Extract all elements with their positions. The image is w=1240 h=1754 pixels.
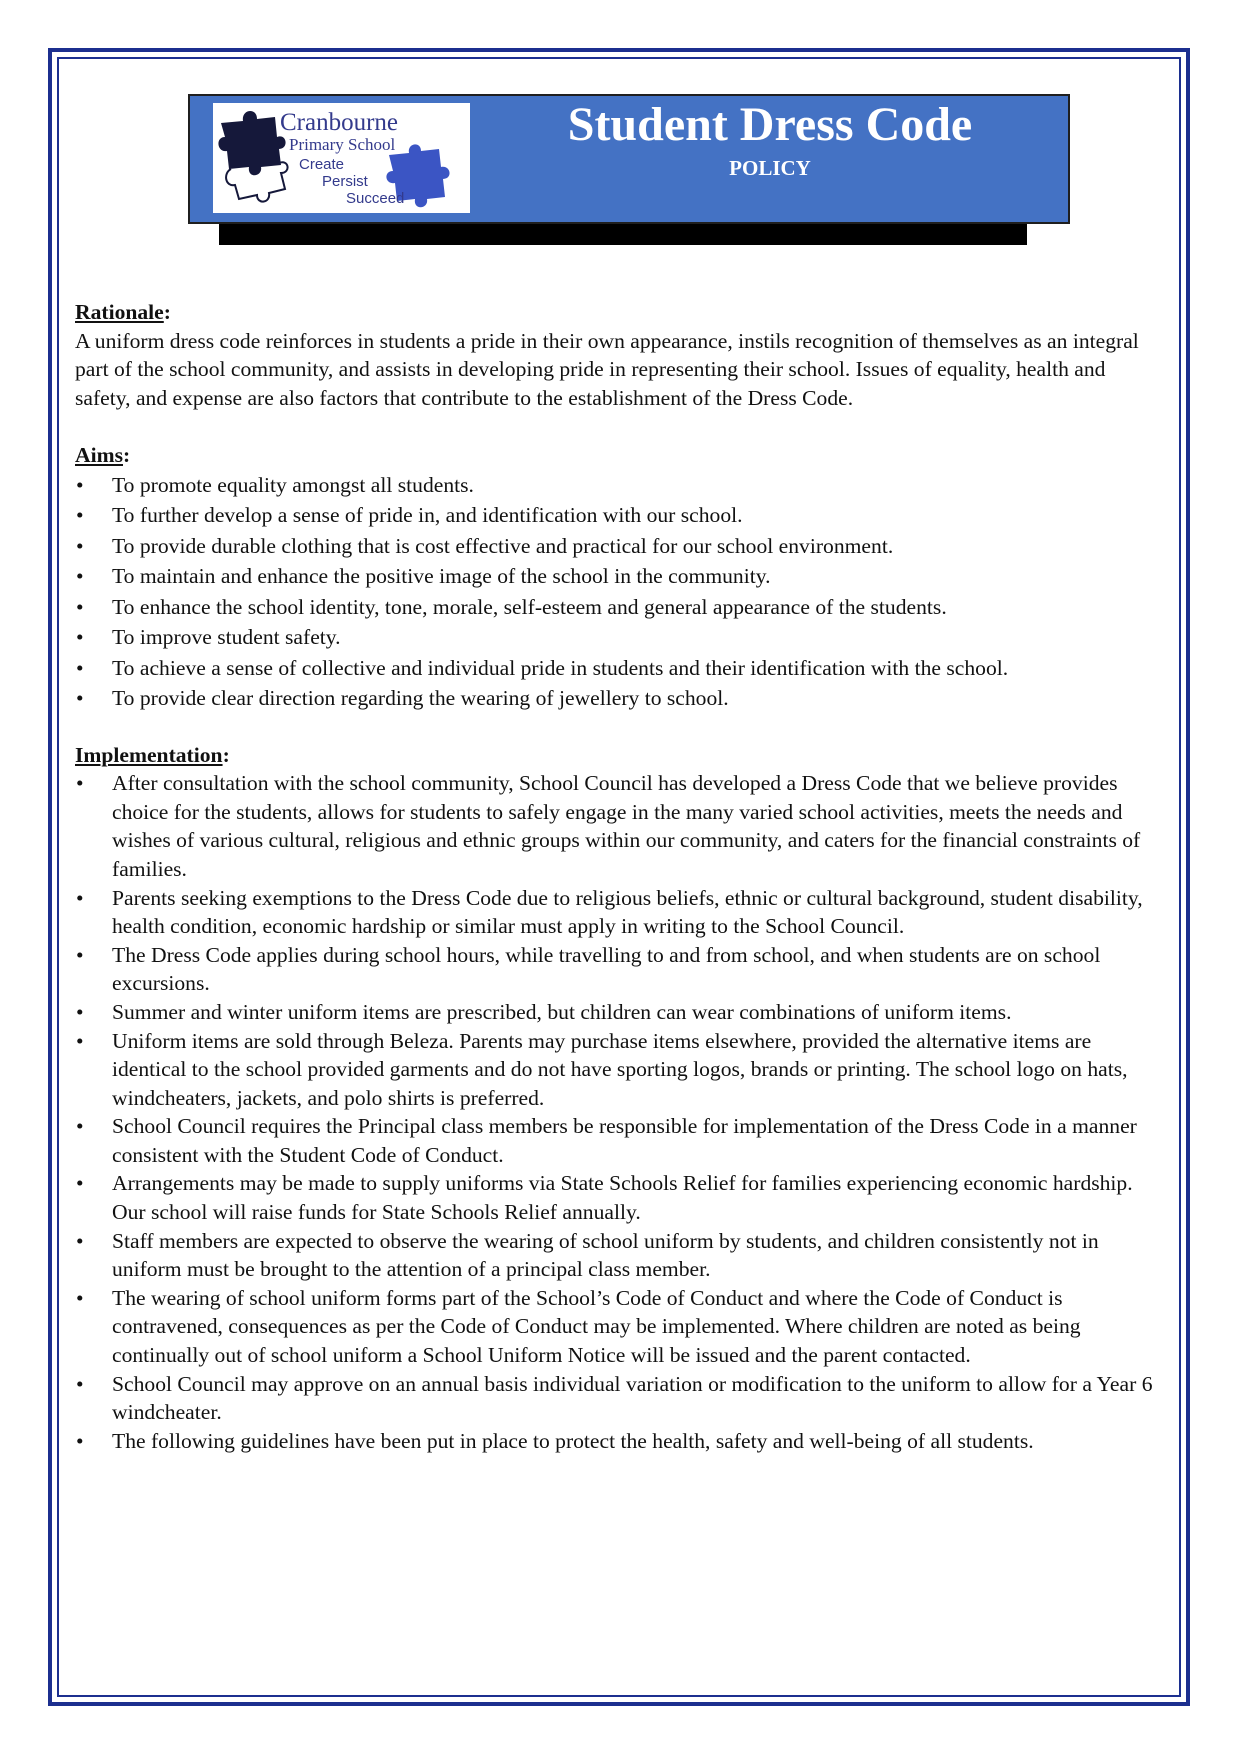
document-subtitle: POLICY <box>729 156 811 180</box>
list-item: • To maintain and enhance the positive image of the school in the community. <box>75 561 1165 592</box>
dark-puzzle-piece <box>218 111 285 175</box>
rationale-heading: Rationale: <box>75 300 171 324</box>
list-item: • The wearing of school uniform forms part of the School’s Code of Conduct and where the Code of Conduct is contravened, consequences as per the Code of Conduct may be implemented. Where children are noted as being continually out of school uniform a School Uniform Notice will be issued and the parent contacted. <box>75 1284 1165 1370</box>
implementation-heading-text: Implementation <box>75 742 223 767</box>
list-item: • Staff members are expected to observe the wearing of school uniform by students, and children consistently not in uniform must be brought to the attention of a principal class member. <box>75 1227 1165 1284</box>
logo-school-subname: Primary School <box>289 135 396 154</box>
school-logo <box>213 103 470 213</box>
implementation-list <box>75 769 1165 1455</box>
list-item: • To improve student safety. <box>75 622 1165 653</box>
logo-motto-create: Create <box>299 156 345 173</box>
aims-heading-text: Aims <box>75 442 123 467</box>
list-item: • To promote equality amongst all students. <box>75 470 1165 501</box>
list-item: • Parents seeking exemptions to the Dress Code due to religious beliefs, ethnic or cultural background, student disability, health condition, economic hardship or similar must apply in writing to the School Council. <box>75 884 1165 941</box>
aims-list <box>75 470 1165 714</box>
list-item: • To provide durable clothing that is cost effective and practical for our school environment. <box>75 531 1165 562</box>
list-item: • To achieve a sense of collective and individual pride in students and their identification with the school. <box>75 653 1165 684</box>
aims-heading: Aims: <box>75 442 131 467</box>
document-title: Student Dress Code <box>567 98 973 151</box>
list-item: • School Council requires the Principal class members be responsible for implementation of the Dress Code in a manner consistent with the Student Code of Conduct. <box>75 1112 1165 1169</box>
list-item: • To enhance the school identity, tone, morale, self-esteem and general appearance of the students. <box>75 592 1165 623</box>
list-item: • School Council may approve on an annual basis individual variation or modification to the uniform to allow for a Year 6 windcheater. <box>75 1370 1165 1427</box>
list-item: • After consultation with the school community, School Council has developed a Dress Code that we believe provides choice for the students, allows for students to safely engage in the many varied school activities, meets the needs and wishes of various cultural, religious and ethnic groups within our community, and caters for the financial constraints of families. <box>75 769 1165 883</box>
logo-motto-persist: Persist <box>322 173 368 190</box>
logo-motto-succeed: Succeed <box>346 190 405 207</box>
logo-school-name: Cranbourne <box>280 109 399 136</box>
list-item: • To provide clear direction regarding the wearing of jewellery to school. <box>75 683 1165 714</box>
section-gap <box>75 714 1165 741</box>
rationale-heading-text: Rationale <box>75 300 164 324</box>
list-item: • To further develop a sense of pride in, and identification with our school. <box>75 500 1165 531</box>
list-item: • Arrangements may be made to supply uniforms via State Schools Relief for families experiencing economic hardship. Our school will raise funds for State Schools Relief annually. <box>75 1169 1165 1226</box>
list-item: • The following guidelines have been put in place to protect the health, safety and well-being of all students. <box>75 1427 1165 1456</box>
document-body <box>75 298 1165 1455</box>
implementation-heading: Implementation: <box>75 742 230 767</box>
list-item: • Summer and winter uniform items are prescribed, but children can wear combinations of uniform items. <box>75 998 1165 1027</box>
section-gap <box>75 412 1165 441</box>
list-item: • Uniform items are sold through Beleza. Parents may purchase items elsewhere, provided the alternative items are identical to the school provided garments and do not have sporting logos, brands or printing. The school logo on hats, windcheaters, jackets, and polo shirts is preferred. <box>75 1027 1165 1113</box>
list-item: • The Dress Code applies during school hours, while travelling to and from school, and when students are on school excursions. <box>75 941 1165 998</box>
rationale-text: A uniform dress code reinforces in students a pride in their own appearance, instils recognition of themselves as an integral part of the school community, and assists in developing pride in representing their school. Issues of equality, health and safety, and expense are also factors that contribute to the establishment of the Dress Code. <box>75 328 1139 410</box>
